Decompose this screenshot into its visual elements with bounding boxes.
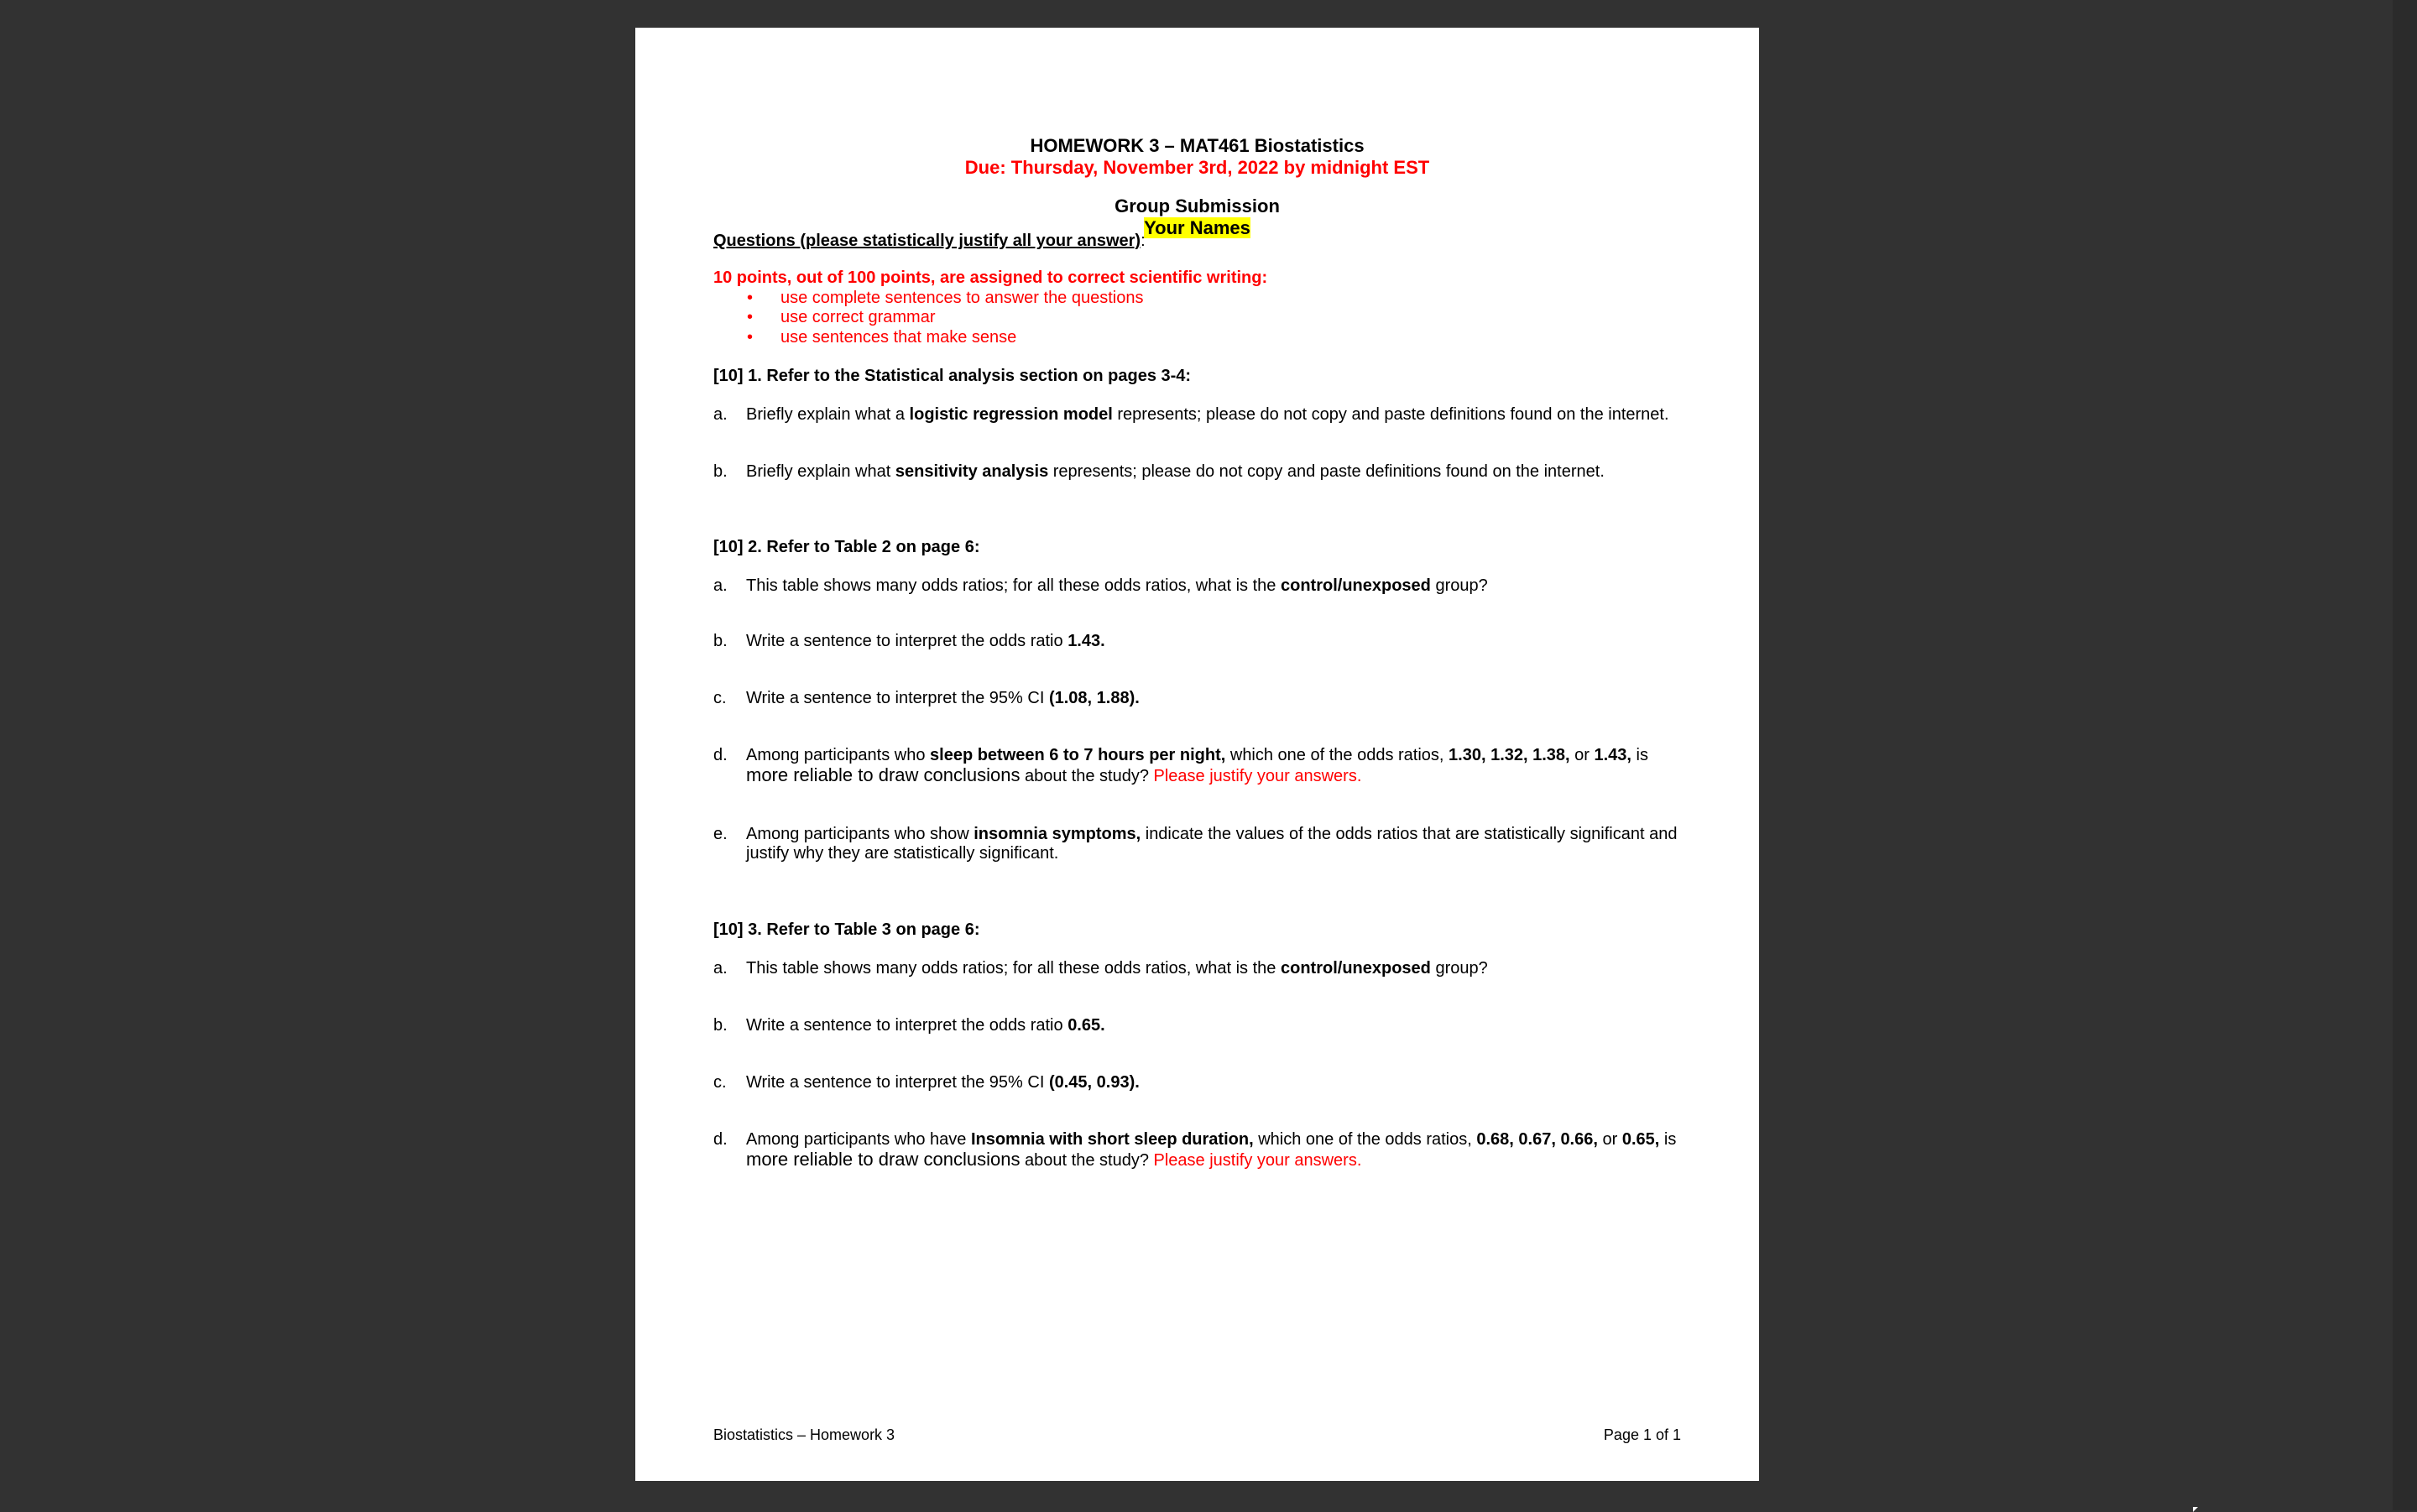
text-segment: which one of the odds ratios, (1253, 1130, 1477, 1149)
text-segment: 0.65. (1068, 1016, 1105, 1035)
text-segment: Write a sentence to interpret the odds ratio (746, 1016, 1068, 1035)
text-segment: sensitivity analysis (895, 462, 1049, 481)
section-heading: [10] 2. Refer to Table 2 on page 6: (713, 538, 980, 556)
writing-note: 10 points, out of 100 points, are assigned to correct scientific writing: (713, 269, 1268, 287)
footer-page-number: Page 1 of 1 (1603, 1426, 1681, 1443)
text-segment: Please justify your answers. (1153, 1151, 1362, 1170)
item-text (746, 632, 1686, 651)
bullet-text: use correct grammar (780, 308, 936, 326)
footer-left: Biostatistics – Homework 3 (713, 1426, 895, 1443)
item-text (746, 689, 1686, 708)
bullet-icon: • (747, 328, 754, 347)
item-text (746, 405, 1686, 425)
item-text (746, 825, 1686, 863)
text-segment: 1.43. (1068, 632, 1105, 650)
item-label: a. (713, 959, 728, 978)
text-segment: is (1659, 1130, 1677, 1149)
section-heading: [10] 3. Refer to Table 3 on page 6: (713, 920, 980, 939)
text-segment: 1.43, (1594, 746, 1631, 764)
item-text (746, 1073, 1686, 1092)
text-segment: 1.30, 1.32, 1.38, (1449, 746, 1570, 764)
document-page (635, 28, 1759, 1481)
text-segment: group? (1430, 576, 1488, 595)
text-segment: Please justify your answers. (1153, 767, 1362, 785)
text-segment: Insomnia with short sleep duration, (970, 1130, 1254, 1149)
item-label: a. (713, 405, 728, 424)
mouse-cursor-icon (2193, 1507, 2198, 1512)
scrollbar-track[interactable] (2393, 0, 2417, 1510)
item-text (746, 959, 1686, 978)
item-label: d. (713, 1130, 728, 1149)
group-submission: Group Submission (1115, 196, 1280, 216)
bullet-icon: • (747, 308, 754, 326)
text-segment: sleep between 6 to 7 hours per night, (930, 746, 1226, 764)
item-label: e. (713, 825, 728, 843)
due-date: Due: Thursday, November 3rd, 2022 by midnight EST (964, 157, 1430, 178)
text-segment: 0.65, (1621, 1130, 1660, 1149)
text-segment: control/unexposed (1280, 576, 1431, 595)
text-segment: Write a sentence to interpret the 95% CI (746, 689, 1049, 707)
item-text (746, 746, 1686, 786)
section-heading: [10] 1. Refer to the Statistical analysis section on pages 3-4: (713, 367, 1192, 385)
text-segment: Among participants who show (746, 825, 974, 843)
bullet-text: use sentences that make sense (780, 328, 1017, 347)
text-segment: control/unexposed (1280, 959, 1431, 978)
item-label: b. (713, 632, 728, 650)
text-segment: Among participants who (746, 746, 931, 764)
text-segment: (0.45, 0.93). (1048, 1073, 1140, 1092)
text-segment: group? (1430, 959, 1488, 978)
names-highlight: Your Names (1144, 217, 1250, 238)
text-segment: about the study? (1020, 767, 1154, 785)
text-segment: Write a sentence to interpret the 95% CI (746, 1073, 1049, 1092)
text-segment: This table shows many odds ratios; for all these odds ratios, what is the (746, 959, 1281, 978)
text-segment: Briefly explain what (746, 462, 895, 481)
item-text (746, 1016, 1686, 1035)
item-label: d. (713, 746, 728, 764)
text-segment: about the study? (1020, 1151, 1154, 1170)
text-segment: This table shows many odds ratios; for all these odds ratios, what is the (746, 576, 1281, 595)
item-text (746, 576, 1686, 596)
text-segment: or (1597, 1130, 1622, 1149)
item-label: c. (713, 689, 727, 707)
bullet-icon: • (747, 289, 754, 307)
item-text (746, 462, 1686, 482)
text-segment: indicate the values of the odds ratios that are statistically significant and justify why they are statistically significant. (746, 825, 1678, 863)
text-segment: Briefly explain what a (746, 405, 910, 424)
item-label: a. (713, 576, 728, 595)
bullet-text: use complete sentences to answer the questions (780, 289, 1144, 307)
text-segment: (1.08, 1.88). (1048, 689, 1140, 707)
text-segment: which one of the odds ratios, (1225, 746, 1449, 764)
text-segment: 0.68, 0.67, 0.66, (1476, 1130, 1598, 1149)
item-label: c. (713, 1073, 727, 1092)
text-segment: Among participants who have (746, 1130, 971, 1149)
text-segment: is (1631, 746, 1648, 764)
text-segment: Write a sentence to interpret the odds ratio (746, 632, 1068, 650)
item-label: b. (713, 1016, 728, 1035)
questions-heading-text: Questions (please statistically justify all your answer) (713, 232, 1141, 250)
document-title: HOMEWORK 3 – MAT461 Biostatistics (1030, 135, 1365, 156)
text-segment: logistic regression model (909, 405, 1113, 424)
text-segment: more reliable to draw conclusions (746, 1149, 1021, 1170)
item-label: b. (713, 462, 728, 481)
text-segment: more reliable to draw conclusions (746, 764, 1021, 785)
colon: : (1141, 232, 1146, 250)
text-segment: or (1569, 746, 1595, 764)
text-segment: represents; please do not copy and paste definitions found on the internet. (1048, 462, 1605, 481)
item-text (746, 1130, 1686, 1170)
questions-heading (713, 232, 1146, 251)
text-segment: represents; please do not copy and paste definitions found on the internet. (1112, 405, 1669, 424)
text-segment: insomnia symptoms, (974, 825, 1141, 843)
